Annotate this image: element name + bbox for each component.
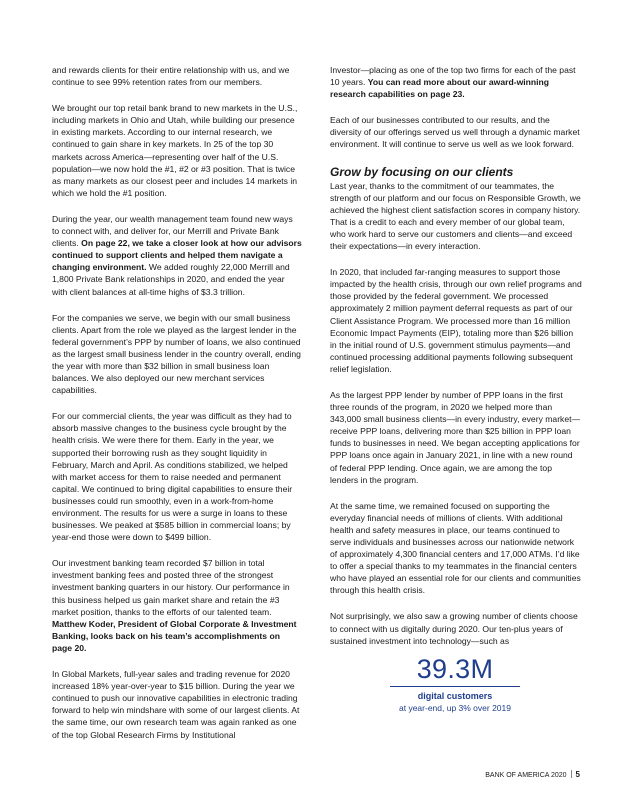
page-reference-bold: Matthew Koder, President of Global Corporate & Investment Banking, looks back on his team’s accomplishments on page 20. (52, 618, 297, 653)
paragraph: For our commercial clients, the year was difficult as they had to absorb massive changes to the business cycle brought by the health crisis. We were there for them. Early in the year, we supported their borrowing rush as they sought liquidity in February, March and April. As conditions stabilized, we helped with market access for them to raise needed and permanent capital. We continued to bring digital capabilities to ensure their businesses could run smoothly, even in a work-from-home environment. The results for us were a surge in loans to these businesses. We peaked at $585 billion in commercial loans; by year-end those were down to $499 billion. (52, 411, 293, 543)
left-column (52, 64, 302, 755)
paragraph-text: Our investment banking team recorded $7 billion in total investment banking fees and posted three of the strongest investment banking quarters in our history. Our performance in this business helped us gain market share and retain the #3 market position, thanks to the efforts of our talented team. (52, 558, 290, 617)
page-footer (430, 770, 580, 781)
paragraph: Each of our businesses contributed to our results, and the diversity of our offerings served us well through a dynamic market environment. It will continue to serve us well as we look forward. (330, 115, 580, 150)
footer-divider (571, 770, 572, 778)
paragraph-text: We added roughly 22,000 Merrill and 1,800 Private Bank relationships in 2020, and ended the year with client balances at all-time highs of $3.3 trillion. (52, 262, 290, 297)
page-reference-bold: You can read more about our award-winning research capabilities on page 23. (330, 77, 550, 100)
paragraph-text: During the year, our wealth management team found new ways to connect with, and deliver for, our Merrill and Private Bank clients. (52, 213, 293, 249)
stat-label: digital customers (417, 691, 493, 701)
page-number: 5 (575, 770, 580, 779)
paragraph (52, 213, 302, 298)
section-heading: Grow by focusing on our clients (330, 164, 514, 179)
paragraph: For the companies we serve, we begin with our small business clients. Apart from the role we played as the largest lender in the federal government’s PPP by number of loans, we also continued as the largest small business lender in the country overall, ending the year with more than $32 billion in small business loan balances. We also deployed our new merchant services capabilities. (52, 312, 301, 396)
paragraph: As the largest PPP lender by number of PPP loans in the first three rounds of the program, in 2020 we helped more than 343,000 small business clients—in every industry, every market—receive PPP loans, delivering more than $25 billion in PPP loan funds to businesses in need. We began accepting applications for PPP loans once again in January 2021, in line with a new round of federal PPP lending. Once again, we are among the top lenders in the program. (330, 389, 581, 485)
stat-value: 39.3M (416, 654, 494, 684)
paragraph: At the same time, we remained focused on supporting the everyday financial needs of millions of clients. With additional health and safety measures in place, our teams continued to serve individuals and businesses across our nationwide network of approximately 4,300 financial centers and 17,000 ATMs. I’d like to offer a special thanks to my teammates in the financial centers who have played an essential role for our clients and communities through this health crisis. (330, 500, 581, 596)
page-reference-bold: On page 22, we take a closer look at how our advisors continued to support clients and helped them navigate a changing environment. (52, 238, 302, 273)
paragraph: Last year, thanks to the commitment of our teammates, the strength of our platform and our focus on Responsible Growth, we achieved the highest client satisfaction scores in company history. That is a credit to each and every member of our global team, who work hard to serve our customers and clients—and exceed their expectations—in every interaction. (330, 180, 581, 252)
stat-divider (390, 686, 520, 687)
stat-subtext: at year-end, up 3% over 2019 (399, 703, 511, 713)
paragraph: and rewards clients for their entire relationship with us, and we continue to see 99% retention rates from our members. (52, 65, 290, 88)
paragraph (52, 557, 302, 654)
right-column (330, 64, 582, 661)
paragraph: In 2020, that included far-ranging measures to support those impacted by the health crisis, through our own relief programs and those provided by the federal government. We processed approximately 2 million payment deferral requests as part of our Client Assistance Program. We processed more than 16 million Economic Impact Payments (EIP), totaling more than $26 billion in the initial round of U.S. government stimulus payments—and continued processing additional payments following subsequent relief legislation. (330, 267, 582, 374)
paragraph-text: Investor—placing as one of the top two firms for each of the past 10 years. (330, 65, 576, 88)
paragraph: We brought our top retail bank brand to new markets in the U.S., including markets in Ohio and Utah, while building our presence in existing markets. According to our internal research, we continued to gain share in key markets. In 25 of the top 30 markets across America—representing over half of the U.S. population—we now hold the #1, #2 or #3 position. That is twice as many markets as our closest peer and includes 14 markets in which we hold the #1 position. (52, 103, 298, 198)
paragraph: In Global Markets, full-year sales and trading revenue for 2020 increased 18% year-over-year to $15 billion. During the year we continued to push our innovative capabilities in electronic trading forward to help win mindshare with some of our largest clients. At the same time, our own research team was again ranked as one of the top Global Research Firms by Institutional (52, 669, 300, 740)
stat-callout (390, 654, 520, 714)
report-name: BANK OF AMERICA 2020 (485, 772, 567, 779)
paragraph (330, 64, 582, 100)
paragraph: Not surprisingly, we also saw a growing number of clients choose to connect with us digitally during 2020. Our ten-plus years of sustained investment into technology—such as (330, 611, 578, 646)
